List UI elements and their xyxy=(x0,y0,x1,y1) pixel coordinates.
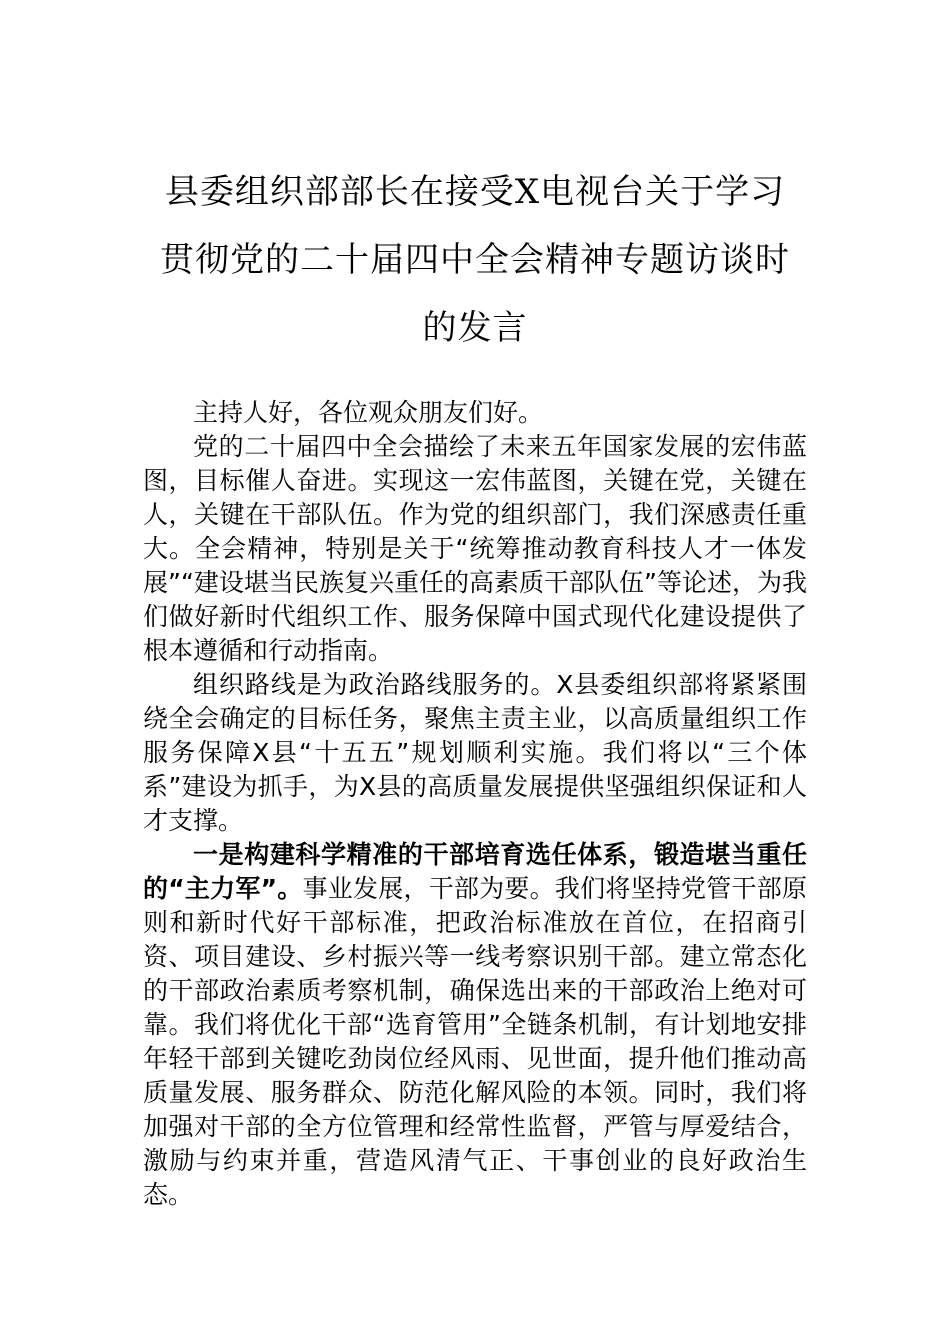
title-line-3: 的发言 xyxy=(422,308,528,348)
title-line-2: 贯彻党的二十届四中全会精神专题访谈时 xyxy=(160,240,790,280)
paragraph-text: 党的二十届四中全会描绘了未来五年国家发展的宏伟蓝图，目标催人奋进。实现这一宏伟蓝图，关键在党，关键在人，关键在干部队伍。作为党的组织部门，我们深感责任重大。全会精神，特别是关于“统筹推动教育科技人才一体发展”“建设堪当民族复兴重任的高素质干部队伍”等论述，为我们做好新时代组织工作、服务保障中国式现代化建设提供了根本遵循和行动指南。 xyxy=(143,432,807,665)
paragraph-text: 主持人好，各位观众朋友们好。 xyxy=(193,398,544,427)
document-body xyxy=(143,396,807,1212)
paragraph-greeting xyxy=(143,396,807,430)
paragraph-plenary-blueprint xyxy=(143,430,807,668)
title-line-1: 县委组织部部长在接受X电视台关于学习 xyxy=(164,172,786,212)
document-title xyxy=(120,158,830,362)
paragraph-cadre-system xyxy=(143,838,807,1212)
paragraph-text: 事业发展，干部为要。我们将坚持党管干部原则和新时代好干部标准，把政治标准放在首位，在招商引资、项目建设、乡村振兴等一线考察识别干部。建立常态化的干部政治素质考察机制，确保选出来的干部政治上绝对可靠。我们将优化干部“选育管用”全链条机制，有计划地安排年轻干部到关键吃劲岗位经风雨、见世面，提升他们推动高质量发展、服务群众、防范化解风险的本领。同时，我们将加强对干部的全方位管理和经常性监督，严管与厚爱结合，激励与约束并重，营造风清气正、干事创业的良好政治生态。 xyxy=(143,874,807,1209)
paragraph-text: 组织路线是为政治路线服务的。X县委组织部将紧紧围绕全会确定的目标任务，聚焦主责主业，以高质量组织工作服务保障X县“十五五”规划顺利实施。我们将以“三个体系”建设为抓手，为X县的高质量发展提供坚强组织保证和人才支撑。 xyxy=(143,670,807,835)
paragraph-lead-heading: 一是构建科学精准的干部培育选任体系，锻造堪当重任的“主力军”。 xyxy=(143,840,807,903)
paragraph-organization-line xyxy=(143,668,807,838)
